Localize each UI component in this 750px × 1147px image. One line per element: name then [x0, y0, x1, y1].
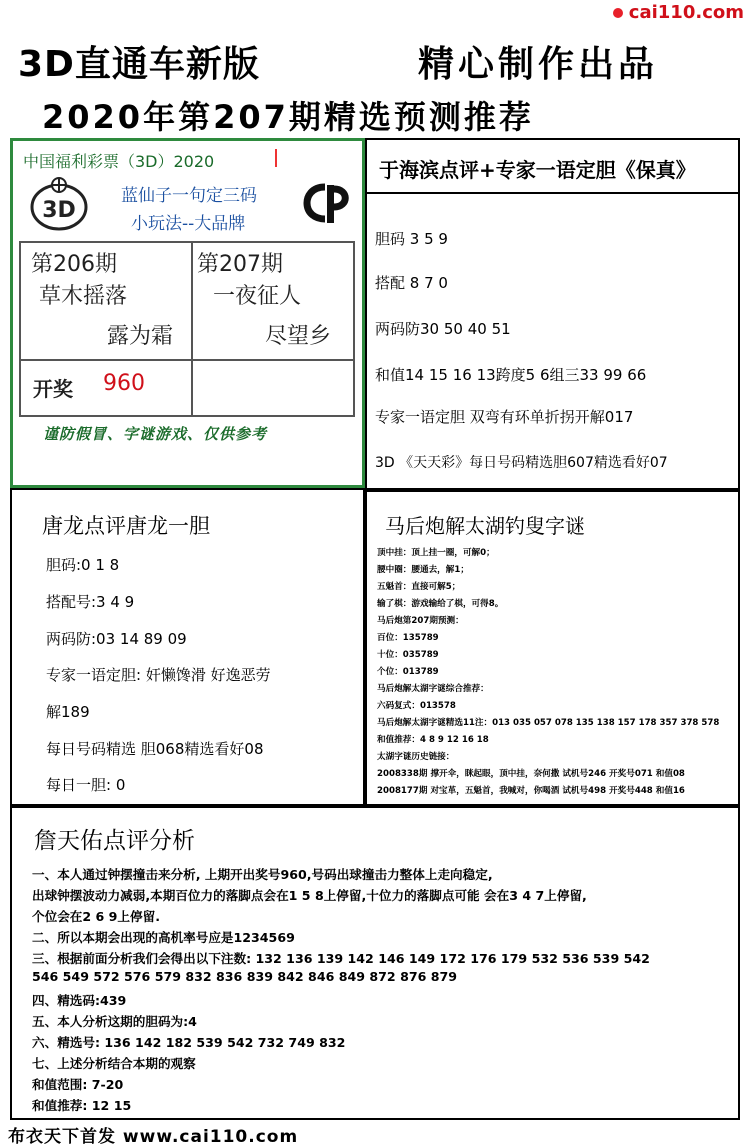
zhan-line: 和值范围: 7-20 — [32, 1077, 124, 1092]
horse-line: 输了棋：游戏输给了棋，可得8。 — [377, 599, 504, 609]
site-badge — [613, 2, 744, 23]
tang-line: 每日一胆: 0 — [46, 776, 126, 794]
zhan-line: 一、本人通过钟摆撞击来分析, 上期开出奖号960,号码出球撞击力整体上走向稳定, — [32, 867, 493, 882]
horse-line: 个位：013789 — [377, 667, 439, 677]
zhan-line: 五、本人分析这期的胆码为:4 — [32, 1014, 197, 1029]
tang-title: 唐龙点评唐龙一胆 — [42, 514, 210, 538]
horse-line: 2008338期 撑开伞，眯起眼，顶中挂，奈何撒 试机号246 开奖号071 和值08 — [377, 769, 685, 779]
zhan-line: 出球钟摆波动力减弱,本期百位力的落脚点会在1 5 8上停留,十位力的落脚点可能 会在3 4 7上停留, — [32, 888, 587, 903]
lottery-card — [10, 138, 365, 488]
tang-panel — [10, 488, 365, 806]
tang-line: 搭配号:3 4 9 — [46, 593, 135, 611]
expert-panel — [365, 138, 740, 490]
3d-logo-icon — [29, 177, 89, 233]
cp-logo-icon — [303, 181, 353, 225]
grid-divider — [191, 243, 193, 415]
next-riddle-line-1: 一夜征人 — [213, 284, 302, 309]
horse-line: 马后炮解太湖字谜综合推荐： — [377, 684, 489, 694]
zhan-panel — [10, 806, 740, 1120]
horse-line: 太湖字谜历史链接： — [377, 752, 455, 762]
grid-divider — [21, 359, 353, 361]
horse-title: 马后炮解太湖钓叟字谜 — [385, 514, 585, 538]
lottery-slogan-2: 小玩法--大品牌 — [131, 214, 246, 234]
horse-line: 十位：035789 — [377, 650, 439, 660]
horse-line: 腰中圈：腰通去，解1； — [377, 565, 469, 575]
next-riddle-line-2: 尽望乡 — [265, 324, 332, 349]
horse-line: 五魁首：直接可解5； — [377, 582, 461, 592]
draw-label: 开奖 — [33, 377, 73, 401]
text-cursor — [275, 149, 277, 167]
horse-line: 马后炮第207期预测： — [377, 616, 464, 626]
horse-line: 马后炮解太湖字谜精选11注：013 035 057 078 135 138 157 178 357 378 578 — [377, 718, 720, 728]
expert-line: 搭配 8 7 0 — [375, 274, 448, 292]
footer-text: 布衣天下首发 www.cai110.com — [8, 1127, 299, 1147]
expert-divider — [367, 192, 738, 194]
lottery-grid — [19, 241, 355, 417]
expert-line: 和值14 15 16 13跨度5 6组三33 99 66 — [375, 366, 647, 384]
zhan-line: 七、上述分析结合本期的观察 — [32, 1056, 196, 1071]
expert-title: 于海滨点评+专家一语定胆《保真》 — [379, 158, 696, 182]
logo-dot-icon — [613, 8, 623, 18]
prev-riddle-line-1: 草木摇落 — [39, 284, 128, 309]
horse-line: 顶中挂：顶上挂一圈，可解0； — [377, 548, 495, 558]
horse-line: 2008177期 对宝革，五魁首，我喊对，你喝酒 试机号498 开奖号448 和值16 — [377, 786, 685, 796]
zhan-line: 个位会在2 6 9上停留. — [32, 909, 160, 924]
page-subtitle: 2020年第207期精选预测推荐 — [42, 98, 534, 136]
lottery-header: 中国福利彩票（3D）2020 — [23, 152, 215, 171]
zhan-title: 詹天佑点评分析 — [34, 828, 195, 854]
expert-line: 两码防30 50 40 51 — [375, 320, 511, 338]
expert-line: 专家一语定胆 双弯有环单折拐开解017 — [375, 408, 634, 426]
zhan-line: 六、精选号: 136 142 182 539 542 732 749 832 — [32, 1035, 346, 1050]
zhan-line: 546 549 572 576 579 832 836 839 842 846 849 872 876 879 — [32, 969, 458, 984]
tang-line: 解189 — [46, 703, 90, 721]
prev-period: 第206期 — [31, 252, 117, 277]
zhan-line: 和值推荐: 12 15 — [32, 1098, 132, 1113]
horse-panel — [365, 490, 740, 806]
lottery-warning: 谨防假冒、字谜游戏、仅供参考 — [43, 425, 268, 443]
svg-text:3D: 3D — [42, 198, 76, 223]
tang-line: 两码防:03 14 89 09 — [46, 630, 187, 648]
site-badge-text: cai110.com — [628, 2, 744, 23]
horse-line: 和值推荐：4 8 9 12 16 18 — [377, 735, 489, 745]
horse-line: 百位：135789 — [377, 633, 439, 643]
next-period: 第207期 — [197, 252, 283, 277]
expert-line: 胆码 3 5 9 — [375, 230, 448, 248]
horse-line: 六码复式：013578 — [377, 701, 456, 711]
page-title-left: 3D直通车新版 — [18, 44, 260, 85]
tang-line: 每日号码精选 胆068精选看好08 — [46, 740, 264, 758]
lottery-slogan-1: 蓝仙子一句定三码 — [121, 186, 257, 206]
page-title-right: 精心制作出品 — [418, 44, 659, 85]
tang-line: 胆码:0 1 8 — [46, 556, 120, 574]
prev-riddle-line-2: 露为霜 — [107, 324, 174, 349]
zhan-line: 二、所以本期会出现的高机率号应是1234569 — [32, 930, 295, 945]
tang-line: 专家一语定胆: 奸懒馋滑 好逸恶劳 — [46, 666, 271, 684]
zhan-line: 三、根据前面分析我们会得出以下注数: 132 136 139 142 146 149 172 176 179 532 536 539 542 — [32, 951, 650, 966]
draw-value: 960 — [103, 371, 145, 396]
expert-line: 3D 《天天彩》每日号码精选胆607精选看好07 — [375, 455, 668, 471]
zhan-line: 四、精选码:439 — [32, 993, 127, 1008]
